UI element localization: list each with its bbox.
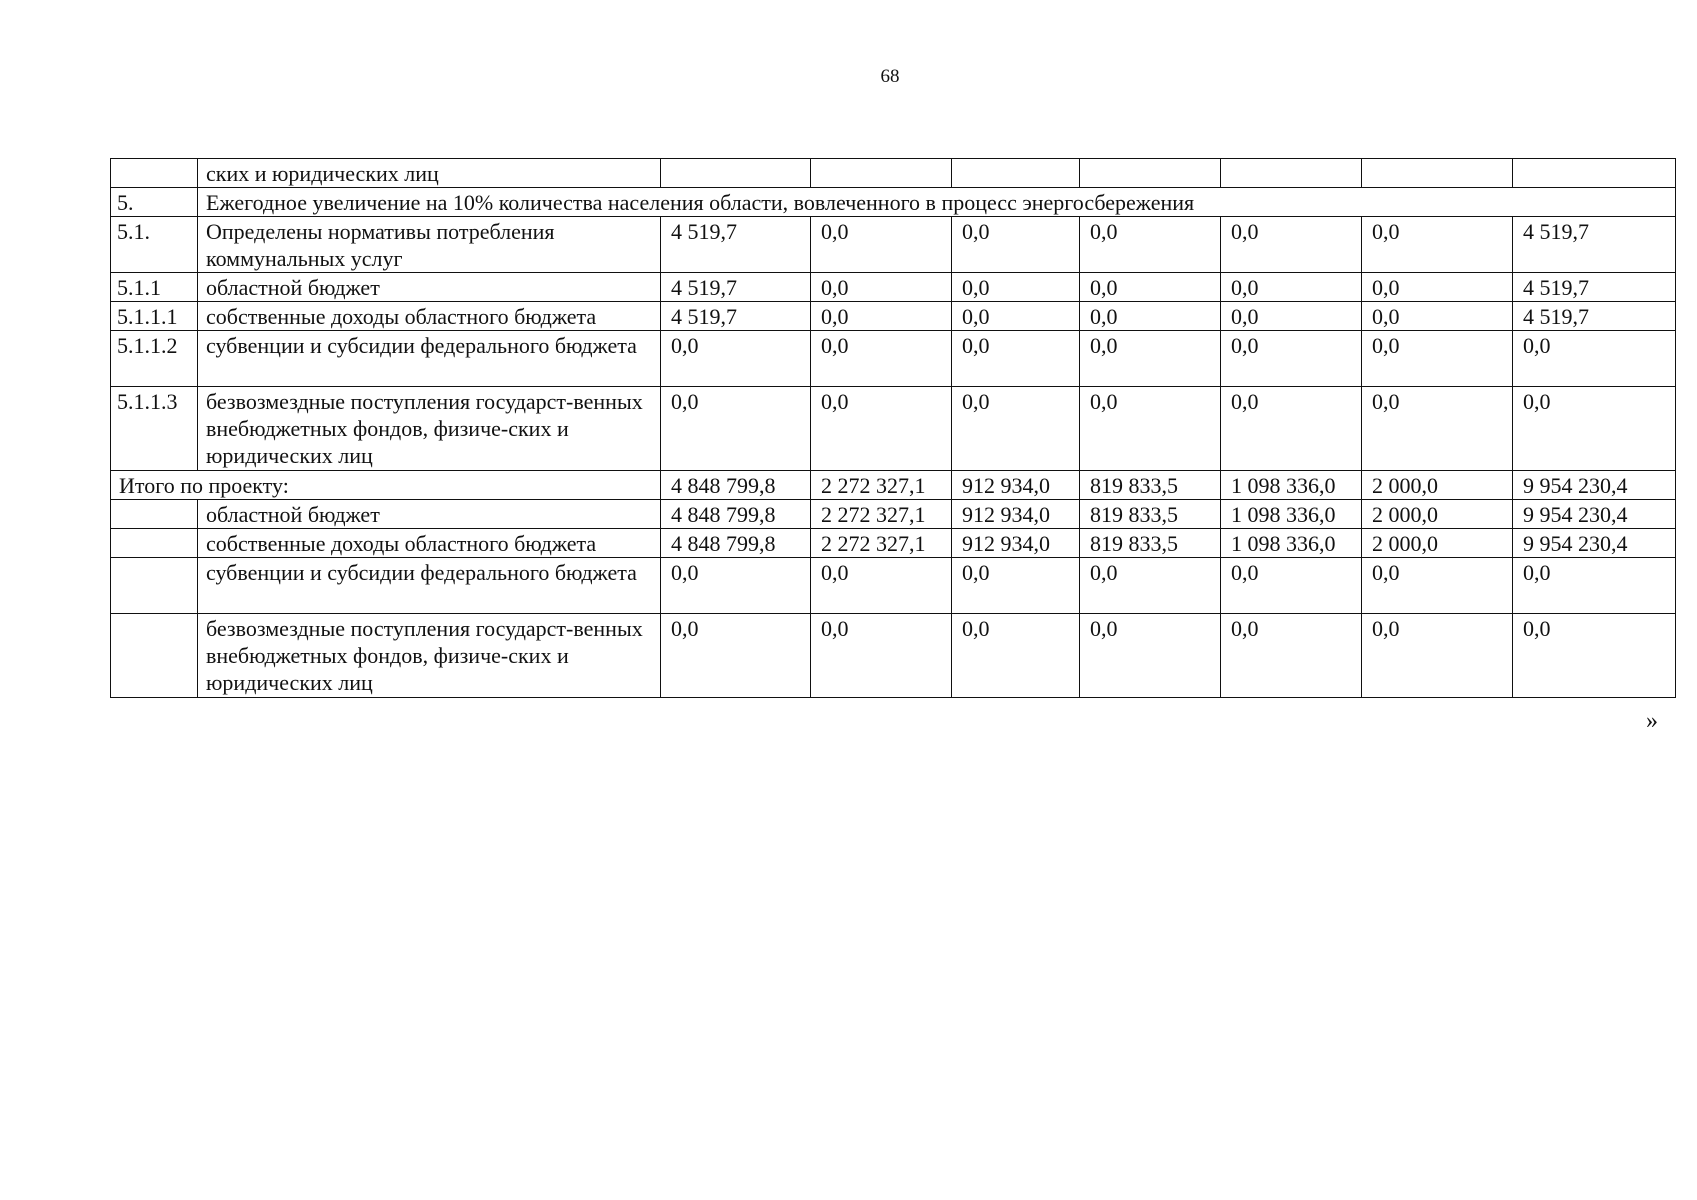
table-row <box>111 387 1676 471</box>
row-code <box>111 500 198 529</box>
value-cell: 4 519,7 <box>661 273 811 302</box>
value-cell: 4 519,7 <box>661 302 811 331</box>
value-cell: 912 934,0 <box>952 529 1080 558</box>
table-row <box>111 614 1676 698</box>
value-cell: 2 272 327,1 <box>811 471 952 500</box>
value-cell: 0,0 <box>811 273 952 302</box>
value-cell: 4 848 799,8 <box>661 500 811 529</box>
value-cell: 0,0 <box>1080 558 1221 614</box>
value-cell: 0,0 <box>1221 217 1362 273</box>
value-cell: 1 098 336,0 <box>1221 500 1362 529</box>
value-cell: 0,0 <box>1221 614 1362 698</box>
value-cell: 0,0 <box>1362 614 1513 698</box>
row-code <box>111 558 198 614</box>
row-name: безвозмездные поступления государст-венных внебюджетных фондов, физиче-ских и юридических лиц <box>198 387 661 471</box>
value-cell: 0,0 <box>952 217 1080 273</box>
value-cell: 0,0 <box>1362 302 1513 331</box>
row-name: областной бюджет <box>198 273 661 302</box>
row-code: 5.1.1 <box>111 273 198 302</box>
value-cell: 0,0 <box>952 302 1080 331</box>
value-cell <box>661 159 811 188</box>
value-cell: 0,0 <box>1080 614 1221 698</box>
value-cell: 4 519,7 <box>1513 302 1676 331</box>
value-cell: 0,0 <box>811 331 952 387</box>
value-cell: 0,0 <box>1221 302 1362 331</box>
value-cell: 0,0 <box>952 331 1080 387</box>
table-body <box>111 159 1676 698</box>
value-cell: 0,0 <box>1080 331 1221 387</box>
value-cell <box>811 159 952 188</box>
value-cell: 0,0 <box>811 558 952 614</box>
table-row <box>111 302 1676 331</box>
value-cell: 0,0 <box>1080 387 1221 471</box>
row-code: 5. <box>111 188 198 217</box>
row-code <box>111 529 198 558</box>
table-row <box>111 558 1676 614</box>
value-cell <box>1513 159 1676 188</box>
row-code <box>111 159 198 188</box>
value-cell: 0,0 <box>811 217 952 273</box>
row-name: Определены нормативы потребления коммунальных услуг <box>198 217 661 273</box>
value-cell: 2 272 327,1 <box>811 500 952 529</box>
value-cell: 0,0 <box>661 387 811 471</box>
value-cell: 4 519,7 <box>1513 217 1676 273</box>
value-cell: 2 000,0 <box>1362 471 1513 500</box>
value-cell: 0,0 <box>1221 273 1362 302</box>
value-cell: 0,0 <box>811 302 952 331</box>
page-number: 68 <box>880 66 900 87</box>
value-cell: 1 098 336,0 <box>1221 529 1362 558</box>
table-row <box>111 217 1676 273</box>
value-cell <box>952 159 1080 188</box>
value-cell: 9 954 230,4 <box>1513 529 1676 558</box>
row-code: 5.1.1.1 <box>111 302 198 331</box>
value-cell: 0,0 <box>1362 331 1513 387</box>
value-cell: 0,0 <box>952 273 1080 302</box>
value-cell: 9 954 230,4 <box>1513 500 1676 529</box>
value-cell <box>1362 159 1513 188</box>
value-cell: 2 000,0 <box>1362 529 1513 558</box>
row-name: собственные доходы областного бюджета <box>198 302 661 331</box>
value-cell: 0,0 <box>1362 273 1513 302</box>
value-cell: 4 519,7 <box>1513 273 1676 302</box>
value-cell: 912 934,0 <box>952 471 1080 500</box>
value-cell: 9 954 230,4 <box>1513 471 1676 500</box>
row-name: субвенции и субсидии федерального бюджета <box>198 558 661 614</box>
value-cell: 912 934,0 <box>952 500 1080 529</box>
value-cell: 0,0 <box>1513 614 1676 698</box>
value-cell: 4 848 799,8 <box>661 529 811 558</box>
value-cell: 4 519,7 <box>661 217 811 273</box>
row-code: 5.1.1.2 <box>111 331 198 387</box>
value-cell: 0,0 <box>952 614 1080 698</box>
budget-table <box>110 158 1676 698</box>
value-cell: 0,0 <box>811 387 952 471</box>
row-name: собственные доходы областного бюджета <box>198 529 661 558</box>
value-cell: 0,0 <box>1362 217 1513 273</box>
total-row <box>111 471 1676 500</box>
value-cell: 0,0 <box>1221 387 1362 471</box>
value-cell: 0,0 <box>1362 387 1513 471</box>
value-cell: 0,0 <box>661 331 811 387</box>
value-cell: 2 000,0 <box>1362 500 1513 529</box>
table-row <box>111 529 1676 558</box>
table-row <box>111 331 1676 387</box>
value-cell: 0,0 <box>1362 558 1513 614</box>
value-cell <box>1221 159 1362 188</box>
row-name: безвозмездные поступления государст-венных внебюджетных фондов, физиче-ских и юридических лиц <box>198 614 661 698</box>
row-name: областной бюджет <box>198 500 661 529</box>
closing-quote-mark: » <box>1646 708 1658 734</box>
value-cell <box>1080 159 1221 188</box>
row-code: 5.1. <box>111 217 198 273</box>
value-cell: 0,0 <box>1221 558 1362 614</box>
value-cell: 0,0 <box>1080 302 1221 331</box>
section-title: Ежегодное увеличение на 10% количества населения области, вовлеченного в процесс энергосбережения <box>198 188 1676 217</box>
value-cell: 0,0 <box>661 558 811 614</box>
row-code <box>111 614 198 698</box>
table-row <box>111 500 1676 529</box>
row-code: 5.1.1.3 <box>111 387 198 471</box>
value-cell: 0,0 <box>1080 273 1221 302</box>
section-row <box>111 188 1676 217</box>
row-name: субвенции и субсидии федерального бюджета <box>198 331 661 387</box>
value-cell: 2 272 327,1 <box>811 529 952 558</box>
value-cell: 0,0 <box>1221 331 1362 387</box>
value-cell: 819 833,5 <box>1080 529 1221 558</box>
value-cell: 0,0 <box>952 558 1080 614</box>
value-cell: 0,0 <box>1513 331 1676 387</box>
value-cell: 819 833,5 <box>1080 500 1221 529</box>
table-row <box>111 159 1676 188</box>
table-row <box>111 273 1676 302</box>
value-cell: 1 098 336,0 <box>1221 471 1362 500</box>
value-cell: 0,0 <box>952 387 1080 471</box>
value-cell: 0,0 <box>661 614 811 698</box>
value-cell: 0,0 <box>1513 387 1676 471</box>
value-cell: 0,0 <box>1080 217 1221 273</box>
value-cell: 0,0 <box>1513 558 1676 614</box>
row-name: ских и юридических лиц <box>198 159 661 188</box>
value-cell: 4 848 799,8 <box>661 471 811 500</box>
value-cell: 819 833,5 <box>1080 471 1221 500</box>
total-label: Итого по проекту: <box>111 471 661 500</box>
value-cell: 0,0 <box>811 614 952 698</box>
